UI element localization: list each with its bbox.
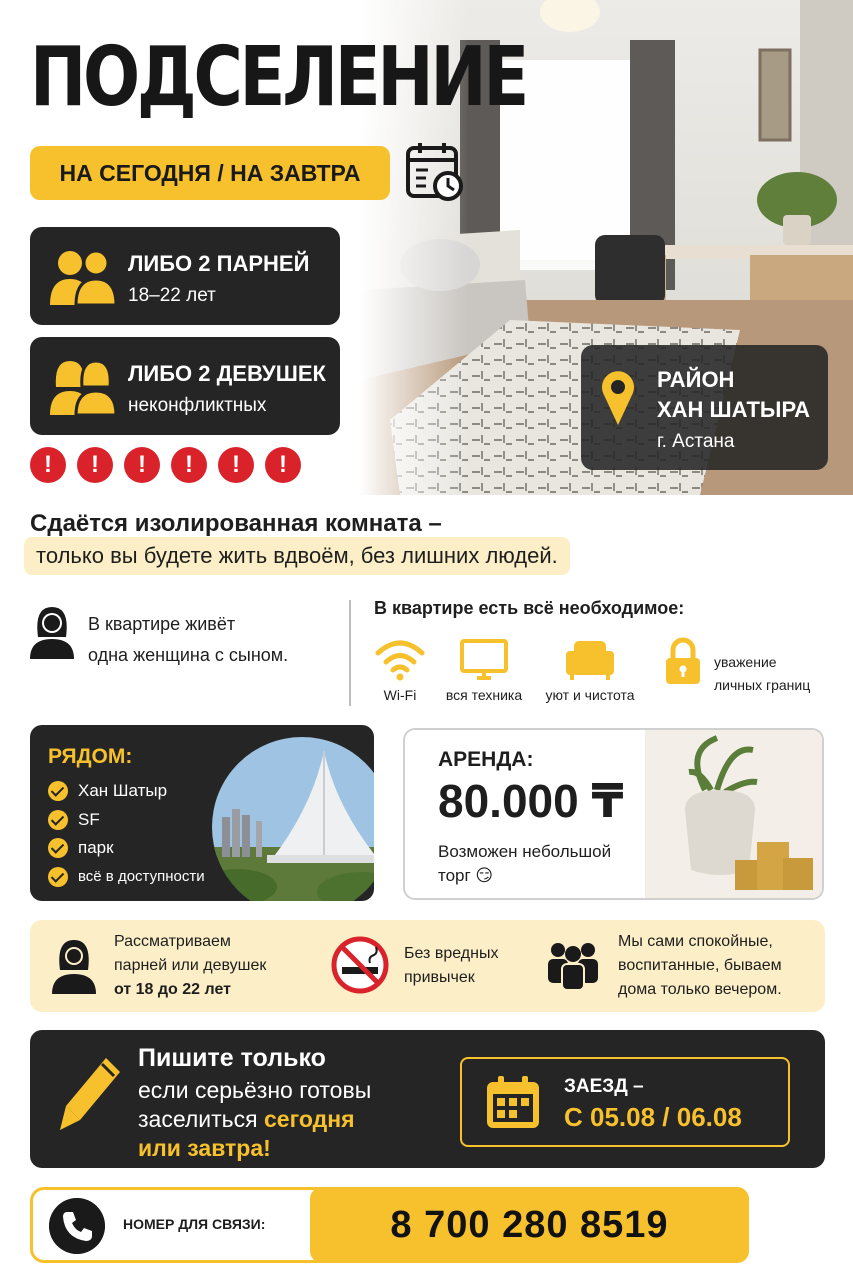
warning-icon: !	[218, 447, 254, 483]
girls-card	[30, 337, 340, 435]
checkin-dates: С 05.08 / 06.08	[564, 1102, 742, 1132]
requirements-panel	[30, 920, 825, 1012]
phone-icon	[49, 1198, 105, 1254]
check-icon	[48, 810, 68, 830]
privacy-line2: личных границ	[714, 677, 811, 693]
wifi-icon	[374, 637, 426, 681]
habits-line2: привычек	[404, 969, 475, 986]
checkin-box	[460, 1057, 790, 1147]
amenity-label: уют и чистота	[545, 687, 635, 703]
habits-line1: Без вредных	[404, 945, 499, 962]
warning-icon: !	[77, 447, 113, 483]
location-line1: РАЙОН	[657, 367, 735, 392]
nearby-list	[48, 777, 205, 891]
habits-text	[404, 942, 498, 990]
family-line2: воспитанные, бываем	[618, 957, 782, 974]
amenities-title: В квартире есть всё необходимое:	[374, 598, 685, 618]
list-item: парк	[48, 834, 205, 863]
room-title: Сдаётся изолированная комната –	[30, 510, 442, 537]
no-smoking-icon	[330, 935, 390, 995]
cta-line2: заселиться сегодня	[138, 1106, 355, 1132]
group-icon	[544, 940, 602, 990]
family-line3: дома только вечером.	[618, 981, 782, 998]
contact-label: НОМЕР ДЛЯ СВЯЗИ:	[123, 1216, 266, 1232]
boys-subtitle: 18–22 лет	[128, 285, 216, 306]
cta-line3: или завтра!	[138, 1135, 271, 1161]
contact-bar[interactable]	[30, 1187, 746, 1263]
check-icon	[48, 781, 68, 801]
cta-panel	[30, 1030, 825, 1168]
location-card	[581, 345, 828, 470]
location-city: г. Астана	[657, 431, 735, 452]
map-pin-icon	[601, 367, 635, 427]
age-line2: парней или девушек	[114, 957, 267, 974]
warning-icon: !	[124, 447, 160, 483]
checkin-label: ЗАЕЗД –	[564, 1076, 644, 1097]
amenity-cozy	[538, 637, 642, 703]
cta-text	[138, 1076, 438, 1163]
calendar-icon	[484, 1074, 542, 1132]
nearby-card	[30, 725, 374, 901]
location-line2: ХАН ШАТЫРА	[657, 397, 811, 422]
amenity-wifi	[370, 637, 430, 703]
household-text	[88, 609, 288, 671]
nearby-title: РЯДОМ:	[48, 745, 133, 768]
room-subtitle: только вы будете жить вдвоём, без лишних людей.	[24, 537, 570, 575]
rent-label: АРЕНДА:	[438, 748, 534, 771]
boys-card	[30, 227, 340, 325]
household-line1: В квартире живёт	[88, 614, 236, 634]
amenity-label: вся техника	[445, 687, 523, 703]
check-icon	[48, 867, 68, 887]
privacy-line1: уважение	[714, 654, 777, 670]
two-men-icon	[48, 245, 118, 307]
age-line1: Рассматриваем	[114, 933, 231, 950]
tv-icon	[459, 637, 509, 681]
rent-note: Возможен небольшой торг 😏	[438, 842, 612, 885]
age-line3: от 18 до 22 лет	[114, 981, 231, 998]
date-badge: НА СЕГОДНЯ / НА ЗАВТРА	[30, 146, 390, 200]
cta-title: Пишите только	[138, 1044, 326, 1072]
household-line2: одна женщина с сыном.	[88, 645, 289, 665]
check-icon	[48, 838, 68, 858]
page-title: ПОДСЕЛЕНИЕ	[30, 30, 527, 125]
list-item: SF	[48, 806, 205, 835]
warning-icon: !	[171, 447, 207, 483]
cta-line1: если серьёзно готовы	[138, 1077, 372, 1103]
lock-icon	[664, 636, 702, 686]
warning-icon: !	[265, 447, 301, 483]
rent-card	[403, 728, 824, 900]
phone-number[interactable]: 8 700 280 8519	[310, 1187, 749, 1263]
privacy-text	[714, 651, 810, 697]
boys-title: ЛИБО 2 ПАРНЕЙ	[128, 251, 310, 276]
khan-shatyr-photo	[212, 737, 374, 901]
person-icon	[52, 936, 96, 994]
divider	[349, 600, 351, 706]
list-item: Хан Шатыр	[48, 777, 205, 806]
pencil-icon	[58, 1054, 124, 1140]
warning-row	[30, 447, 301, 483]
two-women-icon	[48, 355, 118, 417]
calendar-clock-icon	[404, 140, 466, 202]
list-item: всё в доступности	[48, 863, 205, 892]
plant-coins-image	[645, 730, 824, 900]
girls-subtitle: неконфликтных	[128, 395, 267, 416]
family-text	[618, 930, 782, 1002]
warning-icon: !	[30, 447, 66, 483]
rent-price: 80.000 ₸	[438, 775, 624, 827]
amenity-appliances	[440, 637, 528, 703]
family-line1: Мы сами спокойные,	[618, 933, 773, 950]
woman-icon	[30, 603, 74, 659]
girls-title: ЛИБО 2 ДЕВУШЕК	[128, 361, 326, 386]
amenity-label: Wi-Fi	[383, 687, 417, 703]
age-text	[114, 930, 266, 1002]
sofa-icon	[564, 637, 616, 681]
